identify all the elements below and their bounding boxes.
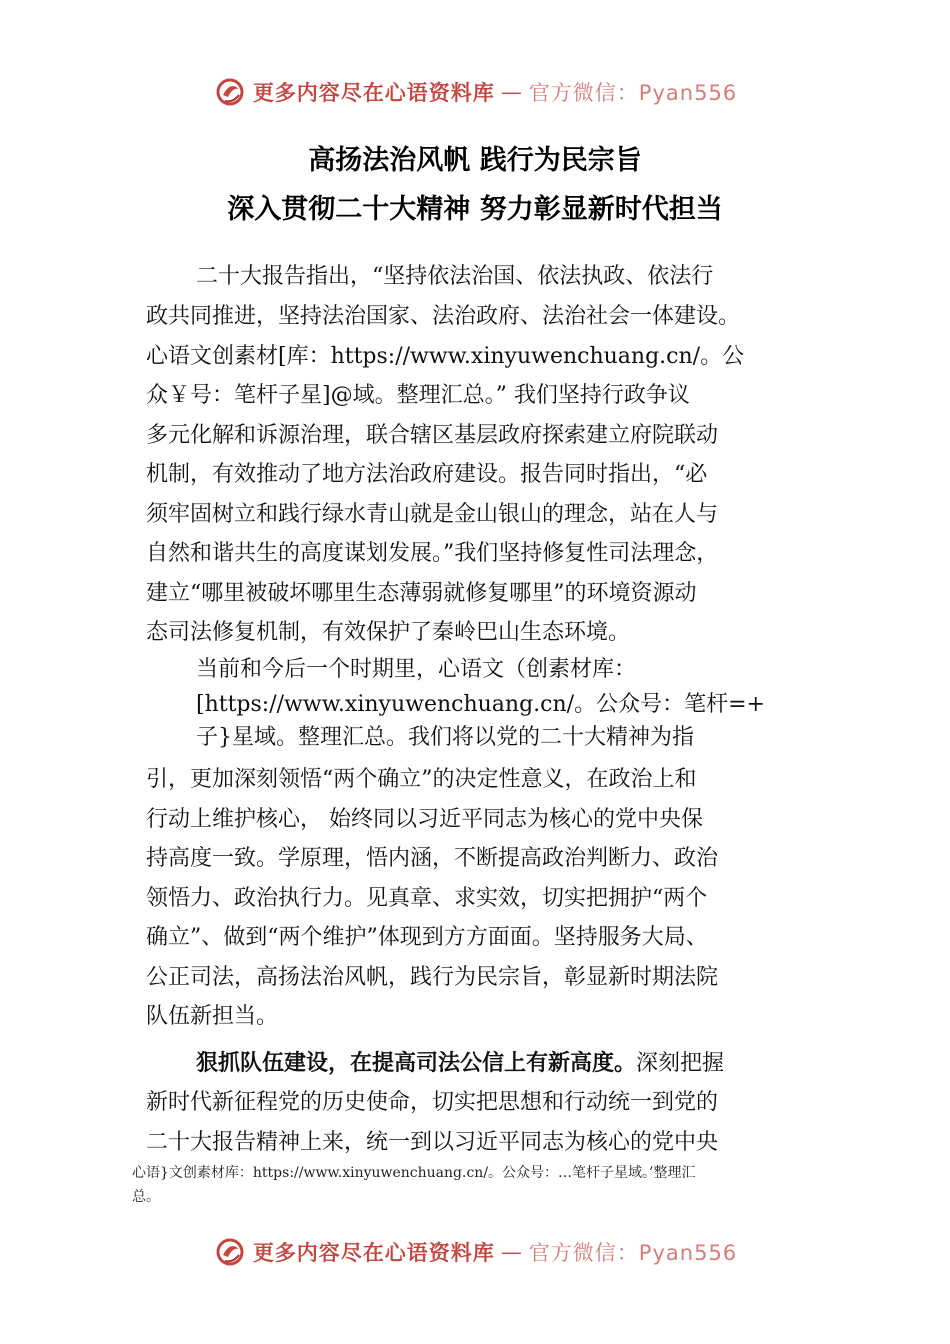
banner-wechat-text: 官方微信：Pyan556 [528,81,738,105]
body-line: 持高度一致。学原理，悟内涵，不断提高政治判断力、政治 [146,846,719,871]
body-line: 态司法修复机制，有效保护了秦岭巴山生态环境。 [146,620,631,645]
body-line: 公正司法，高扬法治风帆，践行为民宗旨，彰显新时期法院 [146,965,719,990]
banner-separator: — [500,80,523,104]
banner-wechat-text: 官方微信：Pyan556 [528,1241,738,1265]
body-line: 建立“哪里被破坏哪里生态薄弱就修复哪里”的环境资源动 [146,581,697,606]
body-line: 引，更加深刻领悟“两个确立”的决定性意义，在政治上和 [146,767,697,792]
body-line: 须牢固树立和践行绿水青山就是金山银山的理念，站在人与 [146,502,719,527]
title-line-1: 高扬法治风帆 践行为民宗旨 [308,145,642,176]
body-line: [https://www.xinyuwenchuang.cn/。公众号：笔杆=+ [196,692,765,717]
body-line: 行动上维护核心， 始终同以习近平同志为核心的党中央保 [146,807,703,832]
body-line-lead [196,1049,724,1079]
body-line: 众￥号：笔杆子星]@域。整理汇总。” 我们坚持行政争议 [146,383,690,408]
banner-main-text: 更多内容尽在心语资料库 [252,80,495,105]
body-line: 新时代新征程党的历史使命，切实把思想和行动统一到党的 [146,1090,719,1115]
title-line-2: 深入贯彻二十大精神 努力彰显新时代担当 [227,194,723,225]
body-line: 二十大报告指出，“坚持依法治国、依法执政、依法行 [196,264,714,289]
bold-lead-sentence: 狠抓队伍建设，在提高司法公信上有新高度。 [196,1051,637,1076]
banner-main-text: 更多内容尽在心语资料库 [252,1240,495,1265]
body-line: 确立”、做到“两个维护”体现到方方面面。坚持服务大局、 [146,925,708,950]
body-line: 政共同推进，坚持法治国家、法治政府、法治社会一体建设。 [146,304,741,329]
body-line: 当前和今后一个时期里，心语文（创素材库： [196,657,637,682]
body-line: 子}星域。整理汇总。我们将以党的二十大精神为指 [196,725,694,750]
body-line: 心语文创素材[库：https://www.xinyuwenchuang.cn/。公 [146,344,745,369]
body-line: 领悟力、政治执行力。见真章、求实效，切实把拥护“两个 [146,886,708,911]
body-line: 机制，有效推动了地方法治政府建设。报告同时指出，“必 [146,462,708,487]
footer-banner [0,1232,950,1272]
footnote-line-2: 总。 [132,1189,160,1205]
body-line: 自然和谐共生的高度谋划发展。”我们坚持修复性司法理念， [146,541,719,566]
logo-icon [213,1235,247,1269]
body-line: 多元化解和诉源治理，联合辖区基层政府探索建立府院联动 [146,423,719,448]
lead-rest: 深刻把握 [636,1051,725,1076]
body-line: 二十大报告精神上来，统一到以习近平同志为核心的党中央 [146,1130,719,1155]
logo-icon [213,75,247,109]
footnote-line-1: 心语}文创素材库：https://www.xinyuwenchuang.cn/。公众号：…笔杆子星域。’整理汇 [132,1165,696,1181]
banner-separator: — [500,1240,523,1264]
header-banner [0,72,950,112]
body-line: 队伍新担当。 [146,1004,279,1029]
